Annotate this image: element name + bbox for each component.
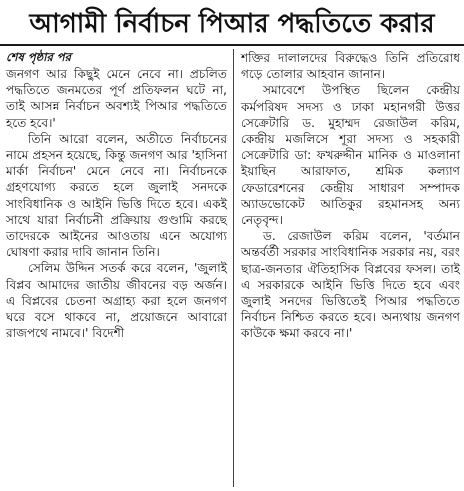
headline: আগামী নির্বাচন পিআর পদ্ধতিতে করার [29, 9, 435, 39]
left-paragraph-2: তিনি আরো বলেন, অতীতে নির্বাচনের নামে প্রহসন হয়েছে, কিন্তু জনগণ আর 'হাসিনা মার্কা নির্বাচন' মেনে নেবে না। নির্বাচনকে গ্রহণযোগ্য করতে হলে জুলাই সনদকে সাংবিধানিক ও আইনি ভিত্তি দিতে হবে। একই সাথে যারা নির্বাচনী প্রক্রিয়ায় গুণ্ডামি করছে তাদেরকে আইনের আওতায় এনে অযোগ্য ঘোষণা করার দাবি জানান তিনি। [6, 131, 227, 260]
left-paragraph-1: জনগণ আর কিছুই মেনে নেবে না। প্রচলিত পদ্ধতিতে জনমতের পূর্ণ প্রতিফলন ঘটে না, তাই আসন্ন নির্বাচন অবশ্যই পিআর পদ্ধতিতে হতে হবে।' [6, 67, 227, 130]
right-paragraph-3: ড. রেজাউল করিম বলেন, 'বর্তমান অন্তর্বর্তী সরকার সাংবিধানিক সরকার নয়, বরং ছাত্র-জনতার ঐতিহাসিক বিপ্লবের ফসল। তাই এ সরকারকে আইনি ভিত্তি দিতে হবে এবং জুলাই সনদের ভিত্তিতেই পিআর পদ্ধতিতে নির্বাচন নিশ্চিত করতে হবে। অন্যথায় জনগণ কাউকে ক্ষমা করবে না।' [241, 229, 460, 341]
right-paragraph-2: সমাবেশে উপস্থিত ছিলেন কেন্দ্রীয় কর্মপরিষদ সদস্য ও ঢাকা মহানগরী উত্তর সেক্রেটারি ড. মুহাম্মদ রেজাউল করিম, কেন্দ্রীয় মজলিসে শূরা সদস্য ও সহকারী সেক্রেটারি ডা: ফখরুদ্দীন মানিক ও মাওলানা ইয়াছিন আরাফাত, শ্রমিক কল্যাণ ফেডারেশনের কেন্দ্রীয় সাধারণ সম্পাদক অ্যাডভোকেট আতিকুর রহমানসহ অন্য নেতৃবৃন্দ। [241, 83, 460, 228]
right-column [241, 50, 460, 342]
headline-rule [0, 44, 464, 46]
left-paragraph-3: সেলিম উদ্দিন সতর্ক করে বলেন, 'জুলাই বিপ্লব আমাদের জাতীয় জীবনের বড় অর্জন। এ বিপ্লবের চেতনা অগ্রাহ্য করা হলে জনগণ ঘরে বসে থাকবে না, প্রয়োজনে আবারো রাজপথে নামবে।' বিদেশী [6, 261, 227, 341]
column-divider [233, 49, 234, 487]
left-column [6, 50, 227, 341]
right-paragraph-1: শক্তির দালালদের বিরুদ্ধেও তিনি প্রতিরোধ গড়ে তোলার আহবান জানান। [241, 51, 460, 82]
continuation-label: শেষ পৃষ্ঠার পর [6, 50, 71, 64]
